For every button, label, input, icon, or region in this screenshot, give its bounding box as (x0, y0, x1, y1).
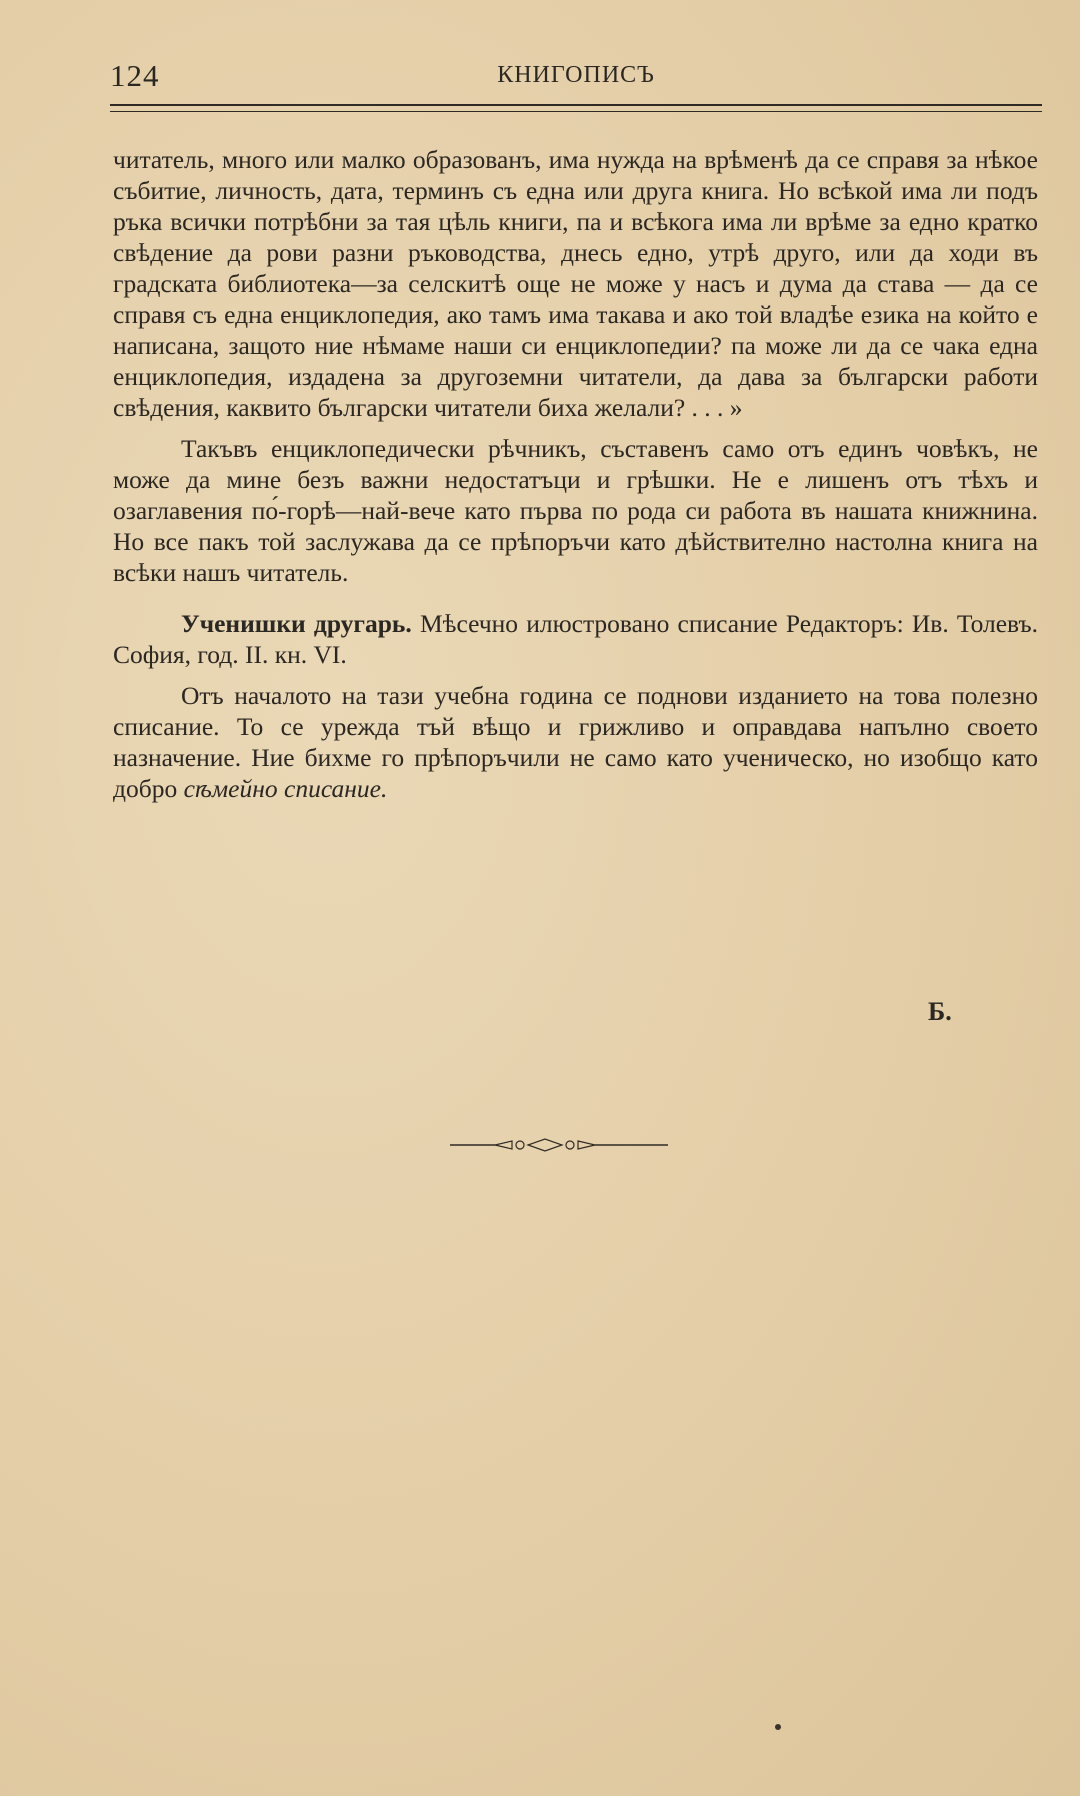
ink-speck (775, 1724, 781, 1730)
section-ornament (450, 1135, 670, 1155)
running-head: КНИГОПИСЪ (497, 62, 655, 88)
paragraph-continued: читатель, много или малко образованъ, има нужда на врѣменѣ да се справя за нѣкое събитие, личность, дата, терминъ съ една или друга книга. Но всѣкой има ли подъ ръка всички потрѣбни за тая цѣль книги, па и всѣкога има ли врѣме за едно кратко свѣдение да рови разни ръководства, днесь едно, утрѣ друго, или да ходи въ градската библиотека—за селскитѣ още не може у насъ и дума да става — да се справя съ една енциклопедия, ако тамъ има такава и ако той владѣе езика на който е написана, защото ние нѣмаме наши си енциклопедии? па може ли да се чака една енциклопедия, издадена за другоземни читатели, да дава за български работи свѣдения, каквито български читатели биха желали? . . . » (113, 145, 1038, 422)
page-header (110, 58, 1042, 94)
review-text-italic: сѣмейно списание. (183, 774, 388, 803)
header-rule-thick (110, 104, 1042, 106)
body-text (113, 144, 1038, 804)
paragraph-assessment: Такъвъ енциклопедически рѣчникъ, съставенъ само отъ единъ човѣкъ, не може да мине безъ важни недостатъци и грѣшки. Не е лишенъ отъ тѣхъ и озаглавения по́-горѣ—най-вече като първа по рода си работа въ нашата книжнина. Но все пакъ той заслужава да се прѣпоръчи като дѣйствително настолна книга на всѣки нашъ читатель. (113, 434, 1038, 587)
review-title: Ученишки другарь. (181, 609, 412, 638)
author-signature: Б. (928, 997, 952, 1026)
review-entry (113, 608, 1038, 670)
review-paragraph (113, 680, 1038, 804)
review-meta: Мѣсечно илюстровано списание Редакторъ: Ив. Толевъ. София, год. II. кн. VI. (113, 609, 1038, 669)
page-number: 124 (110, 58, 160, 93)
review-text: Отъ началото на тази учебна година се поднови изданието на това полезно списание. То се урежда тъй вѣщо и грижливо и оправдава напълно своето назначение. Ние бихме го прѣпоръчили не само като ученическо, но изобщо като добро (113, 681, 1038, 803)
header-rule-thin (110, 111, 1042, 112)
